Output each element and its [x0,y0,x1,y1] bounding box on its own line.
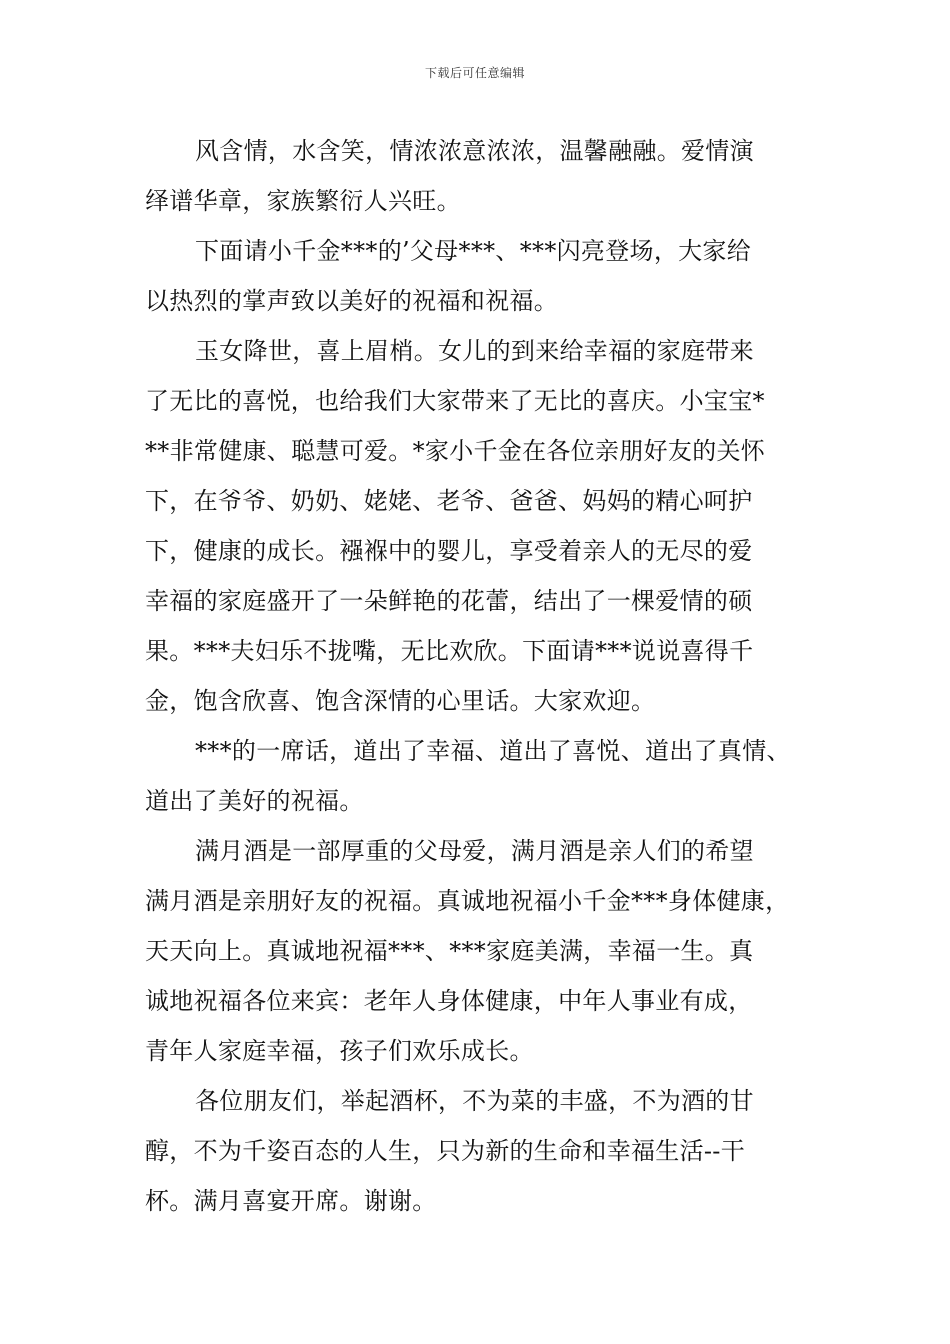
paragraph-line: 了无比的喜悦，也给我们大家带来了无比的喜庆。小宝宝* [145,387,765,415]
paragraph-line: 玉女降世，喜上眉梢。女儿的到来给幸福的家庭带来 [195,337,754,365]
paragraph-line: 金，饱含欣喜、饱含深情的心里话。大家欢迎。 [145,687,656,715]
paragraph-line: 下，健康的成长。襁褓中的婴儿，享受着亲人的无尽的爱 [145,537,753,565]
paragraph-line: 醇，不为千姿百态的人生，只为新的生命和幸福生活--干 [145,1137,746,1165]
paragraph-line: 青年人家庭幸福，孩子们欢乐成长。 [145,1037,534,1065]
paragraph-line: 满月酒是一部厚重的父母爱，满月酒是亲人们的希望 [195,837,754,865]
document-body [145,126,825,1226]
paragraph-line: 下，在爷爷、奶奶、姥姥、老爷、爸爸、妈妈的精心呵护 [145,487,753,515]
paragraph-line: 各位朋友们，举起酒杯，不为菜的丰盛，不为酒的甘 [195,1087,754,1115]
paragraph-line: 满月酒是亲朋好友的祝福。真诚地祝福小千金***身体健康， [145,887,790,915]
paragraph-line: 绎谱华章，家族繁衍人兴旺。 [145,187,461,215]
paragraph-line: 道出了美好的祝福。 [145,787,364,815]
paragraph-line: ***的一席话，道出了幸福、道出了喜悦、道出了真情、 [195,737,791,765]
paragraph-line: 风含情，水含笑，情浓浓意浓浓，温馨融融。爱情演 [195,137,754,165]
paragraph-line: **非常健康、聪慧可爱。*家小千金在各位亲朋好友的关怀 [145,437,766,465]
paragraph-line: 果。***夫妇乐不拢嘴，无比欢欣。下面请***说说喜得千 [145,637,754,665]
paragraph-line: 下面请小千金***的’父母***、***闪亮登场，大家给 [195,237,752,265]
paragraph-line: 以热烈的掌声致以美好的祝福和祝福。 [145,287,559,315]
paragraph-line: 诚地祝福各位来宾：老年人身体健康，中年人事业有成， [145,987,753,1015]
paragraph-line: 幸福的家庭盛开了一朵鲜艳的花蕾，结出了一棵爱情的硕 [145,587,753,615]
page-header: 下载后可任意编辑 [424,66,525,80]
paragraph-line: 天天向上。真诚地祝福***、***家庭美满，幸福一生。真 [145,937,754,965]
paragraph-line: 杯。满月喜宴开席。谢谢。 [145,1187,437,1215]
